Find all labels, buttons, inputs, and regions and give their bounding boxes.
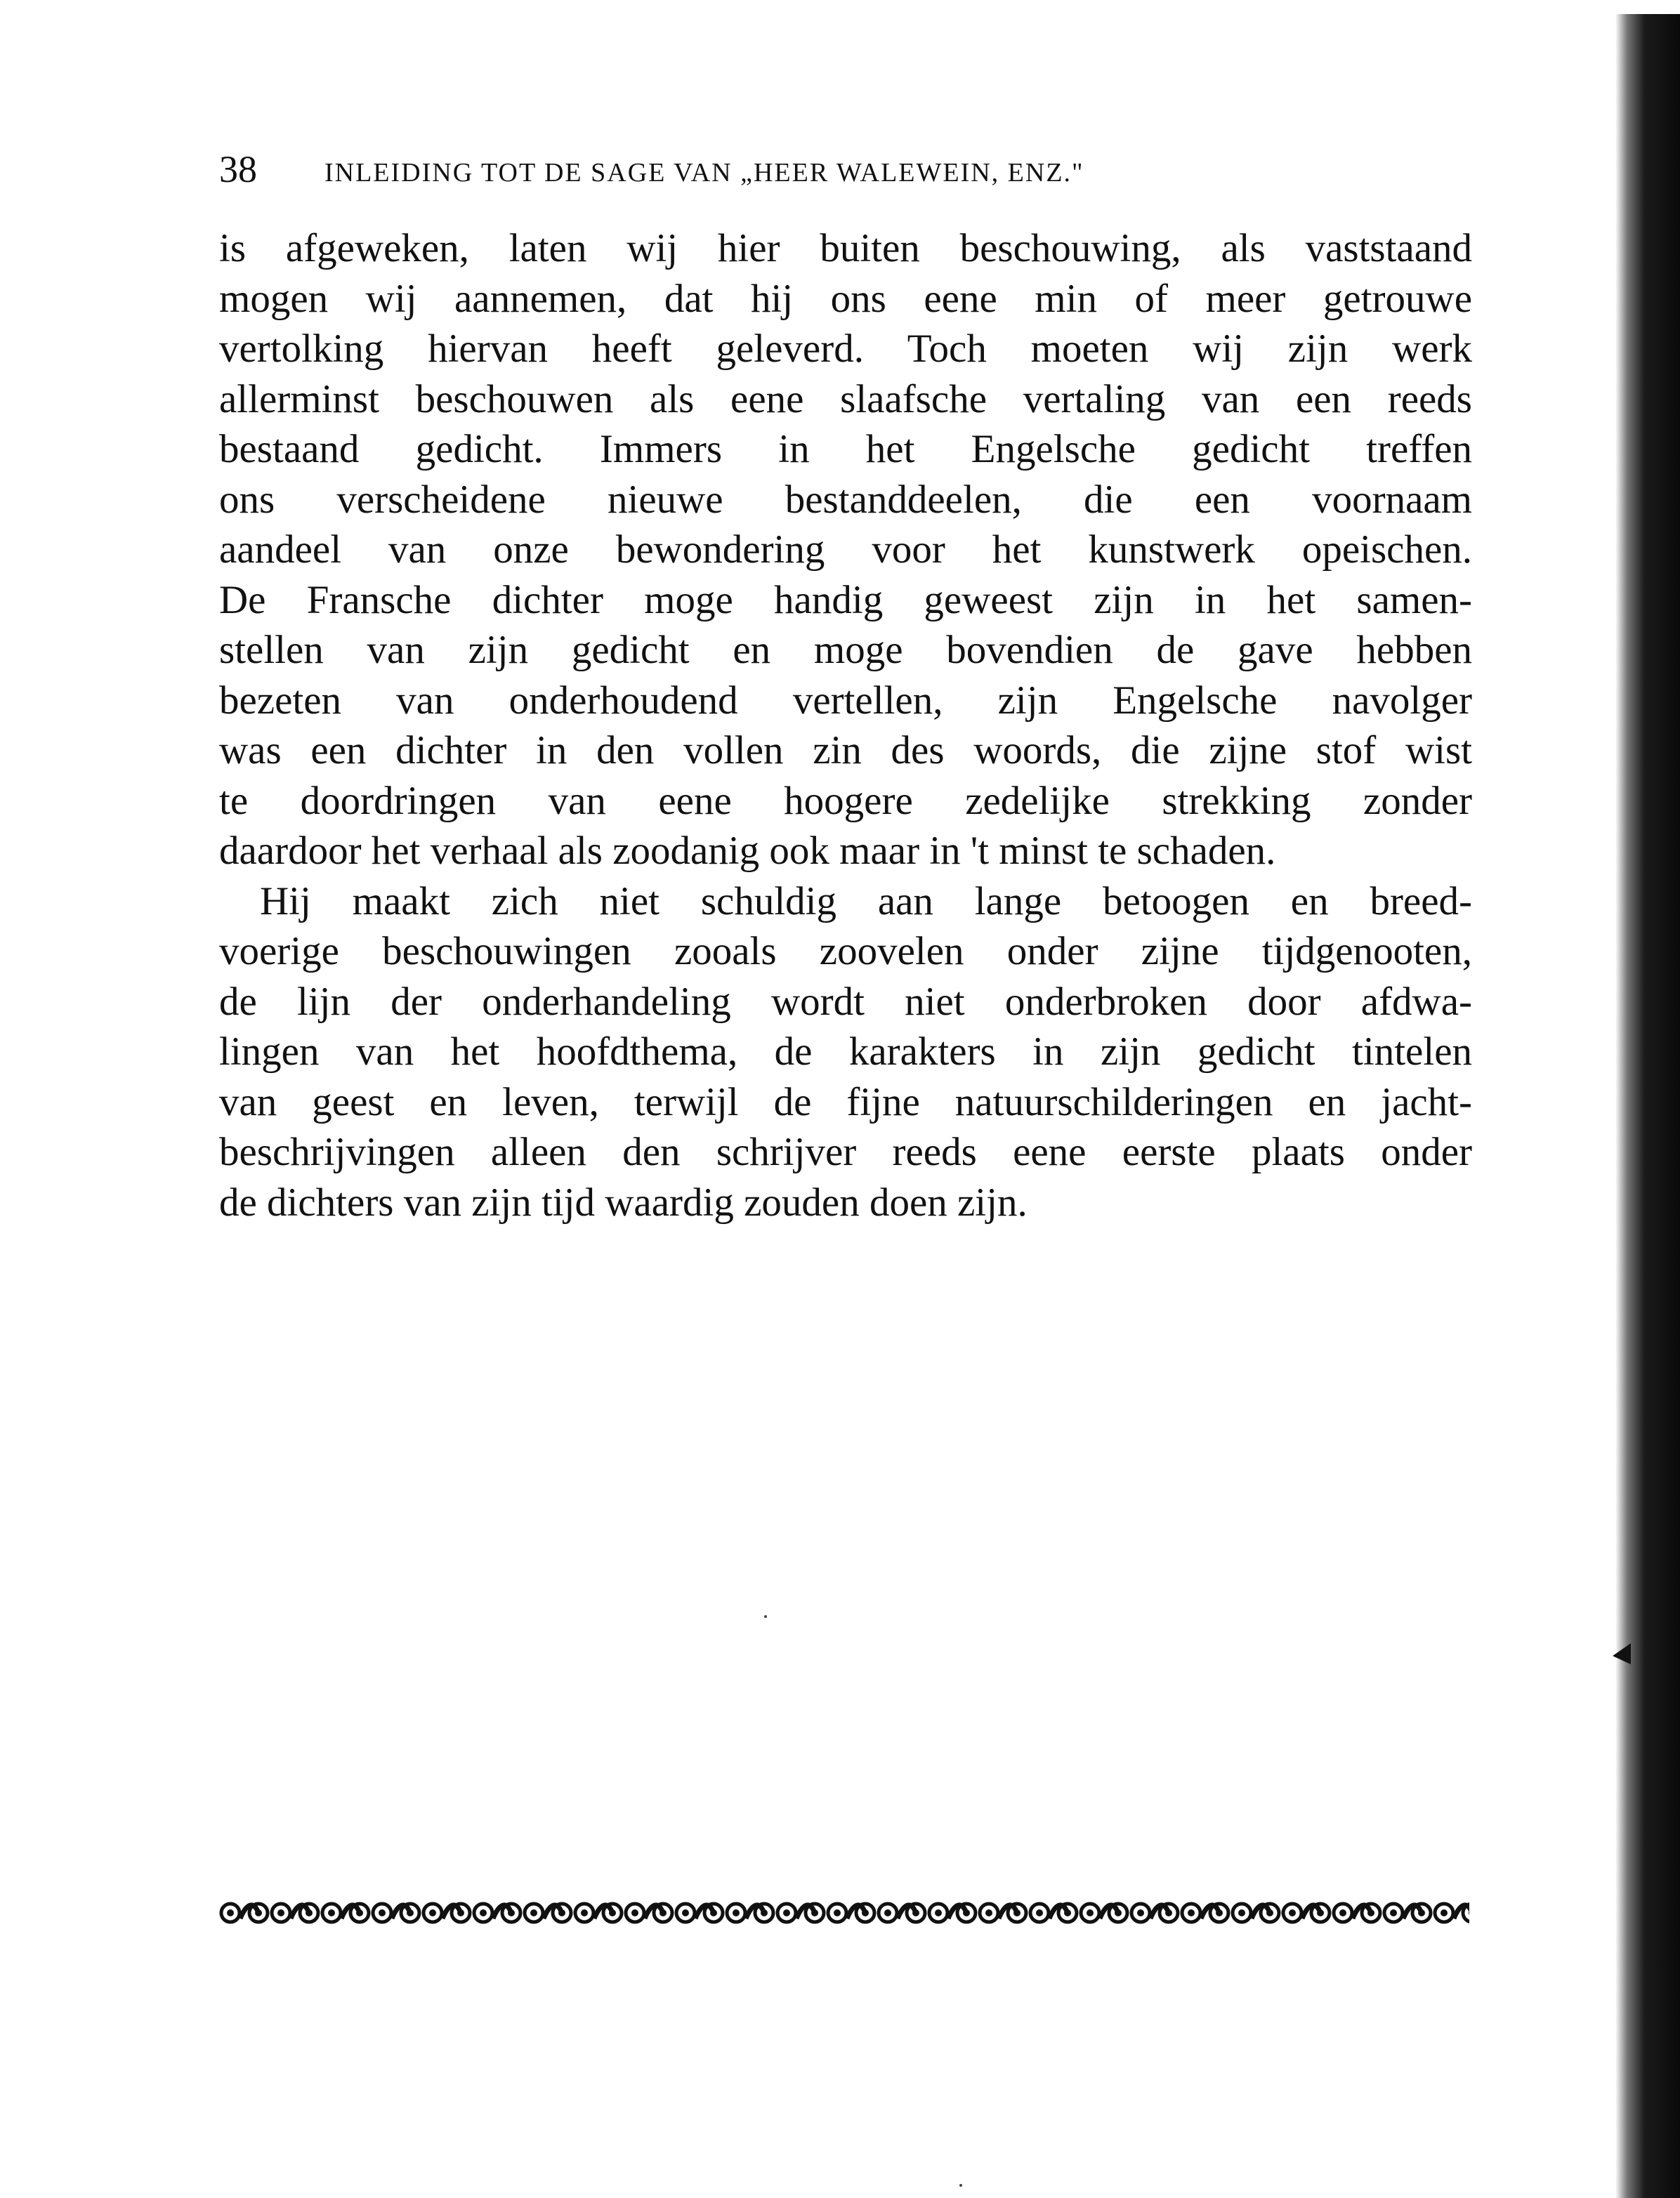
running-title: INLEIDING TOT DE SAGE VAN „HEER WALEWEIN, ENZ." <box>324 158 1084 187</box>
text-line: Hij maakt zich niet schuldig aan lange betoogen en breed- <box>260 878 1472 923</box>
scan-speck <box>764 1615 767 1618</box>
text-line: ons verscheidene nieuwe bestanddeelen, die een voornaam <box>219 477 1472 522</box>
paragraph <box>219 876 1472 1228</box>
text-line: de dichters van zijn tijd waardig zouden doen zijn. <box>219 1180 1028 1225</box>
text-line: mogen wij aannemen, dat hij ons eene min of meer getrouwe <box>219 276 1472 321</box>
text-line: De Fransche dichter moge handig geweest zijn in het samen- <box>219 577 1472 622</box>
scan-page-edge <box>1615 14 1680 2198</box>
paragraph <box>219 223 1472 876</box>
text-line: beschrijvingen alleen den schrijver reeds eene eerste plaats onder <box>219 1130 1472 1174</box>
text-line: is afgeweken, laten wij hier buiten beschouwing, als vaststaand <box>219 226 1472 270</box>
text-line: aandeel van onze bewondering voor het kunstwerk opeischen. <box>219 527 1472 572</box>
text-line: vertolking hiervan heeft geleverd. Toch moeten wij zijn werk <box>219 327 1472 371</box>
page-number: 38 <box>219 148 257 190</box>
text-line: lingen van het hoofdthema, de karakters in zijn gedicht tintelen <box>219 1029 1472 1074</box>
text-line: was een dichter in den vollen zin des woords, die zijne stof wist <box>219 728 1472 772</box>
text-line: daardoor het verhaal als zoodanig ook maar in 't minst te schaden. <box>219 829 1276 873</box>
text-line: bezeten van onderhoudend vertellen, zijn Engelsche navolger <box>219 678 1472 723</box>
text-line: bestaand gedicht. Immers in het Engelsche gedicht treffen <box>219 427 1472 471</box>
scroll-wave-border-icon <box>219 1899 1469 1927</box>
text-line: voerige beschouwingen zooals zoovelen onder zijne tijdgenooten, <box>219 929 1472 973</box>
running-header <box>219 147 1476 197</box>
text-line: allerminst beschouwen als eene slaafsche vertaling van een reeds <box>219 376 1472 421</box>
scan-speck <box>959 2184 962 2187</box>
body-text <box>219 223 1472 1228</box>
text-line: stellen van zijn gedicht en moge bovendien de gave hebben <box>219 628 1472 672</box>
text-line: te doordringen van eene hoogere zedelijke strekking zonder <box>219 778 1472 823</box>
text-line: de lijn der onderhandeling wordt niet onderbroken door afdwa- <box>219 979 1472 1024</box>
text-line: van geest en leven, terwijl de fijne natuurschilderingen en jacht- <box>219 1079 1472 1124</box>
